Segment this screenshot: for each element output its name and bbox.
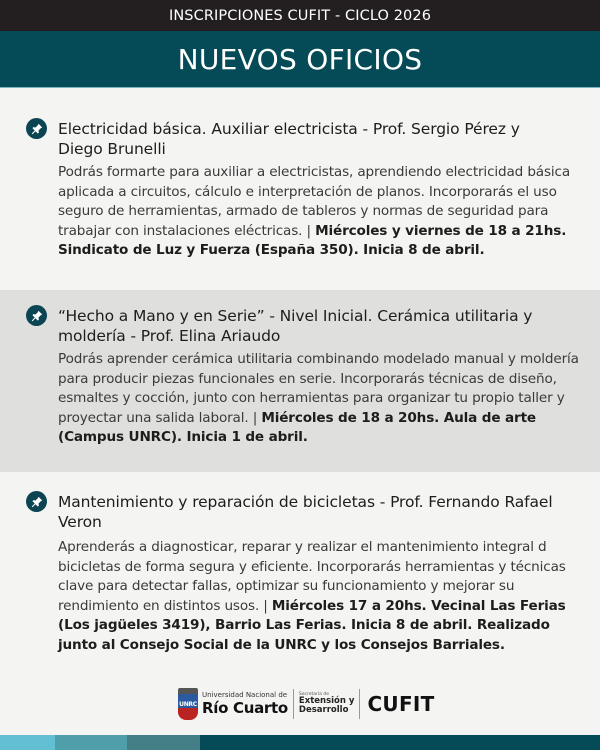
secretaria-wordmark xyxy=(299,693,355,716)
course-schedule: Miércoles 17 a 20hs. Vecinal Las Ferias (Los jagüeles 3419), Barrio Las Ferias. Inicia 8 de abril. Realizado junto al Consejo Social de la UNRC y los Consejos Barriales. xyxy=(58,597,566,653)
unrc-shield-logo xyxy=(178,688,198,720)
pushpin-icon xyxy=(26,118,47,139)
bottom-bar-segment xyxy=(127,735,200,750)
top-banner-label: INSCRIPCIONES CUFIT - CICLO 2026 xyxy=(168,7,432,24)
course-title: Electricidad básica. Auxiliar electricista - Prof. Sergio Pérez y Diego Brunelli xyxy=(58,120,520,158)
course-description-text: Podrás aprender cerámica utilitaria combinando modelado manual y moldería para producir piezas funcionales en serie. Incorporarás técnicas de diseño, esmaltes y cocción, junto con herramientas para organizar tu propio taller y proyectar una salida laboral. | xyxy=(58,351,579,426)
course-description xyxy=(58,350,588,448)
bottom-bar-segment xyxy=(0,735,55,750)
pushpin-icon xyxy=(26,305,47,326)
course-schedule: Miércoles de 18 a 20hs. Aula de arte (Campus UNRC). Inicia 1 de abril. xyxy=(58,409,536,446)
bottom-bar-segment xyxy=(200,735,600,750)
course-title: Mantenimiento y reparación de bicicletas - Prof. Fernando Rafael Veron xyxy=(58,493,553,531)
logo-divider xyxy=(293,689,294,719)
course-title: “Hecho a Mano y en Serie” - Nivel Inicial. Cerámica utilitaria y moldería - Prof. Elina Ariaudo xyxy=(58,307,533,345)
footer-logos xyxy=(178,686,435,722)
secretaria-small-text: Secretaría de xyxy=(298,691,329,697)
course-description xyxy=(58,163,588,261)
unrc-wordmark xyxy=(202,692,288,716)
course-description xyxy=(58,538,588,656)
pushpin-icon xyxy=(26,491,47,512)
course-description-text: Aprenderás a diagnosticar, reparar y realizar el mantenimiento integral d bicicletas de forma segura y eficiente. Incorporarás herramientas y técnicas clave para detectar fallas, optimizar su funcionamiento y mejorar su rendimiento en distintos usos. | xyxy=(58,539,566,614)
cufit-logo: CUFIT xyxy=(367,692,435,716)
secretaria-line-1: Extensión y xyxy=(298,696,355,707)
secretaria-line-2: Desarrollo xyxy=(298,705,349,716)
bottom-bar-segment xyxy=(55,735,127,750)
bottom-color-bar xyxy=(0,735,600,750)
course-description-text: Podrás formarte para auxiliar a electricistas, aprendiendo electricidad básica aplicada a circuitos, cálculo e interpretación de planos. Incorporarás el uso seguro de herramientas, armado de tableros y normas de seguridad para trabajar con instalaciones eléctricas. | xyxy=(58,164,571,239)
logo-divider xyxy=(359,689,360,719)
unrc-big-text: Río Cuarto xyxy=(202,699,288,717)
unrc-shield-label: UNRC xyxy=(179,700,197,708)
page-title: NUEVOS OFICIOS xyxy=(177,42,423,76)
top-banner xyxy=(0,0,600,31)
unrc-small-text: Universidad Nacional de xyxy=(202,691,288,699)
page-title-band xyxy=(0,31,600,88)
course-schedule: Miércoles y viernes de 18 a 21hs. Sindicato de Luz y Fuerza (España 350). Inicia 8 de abril. xyxy=(58,222,567,259)
